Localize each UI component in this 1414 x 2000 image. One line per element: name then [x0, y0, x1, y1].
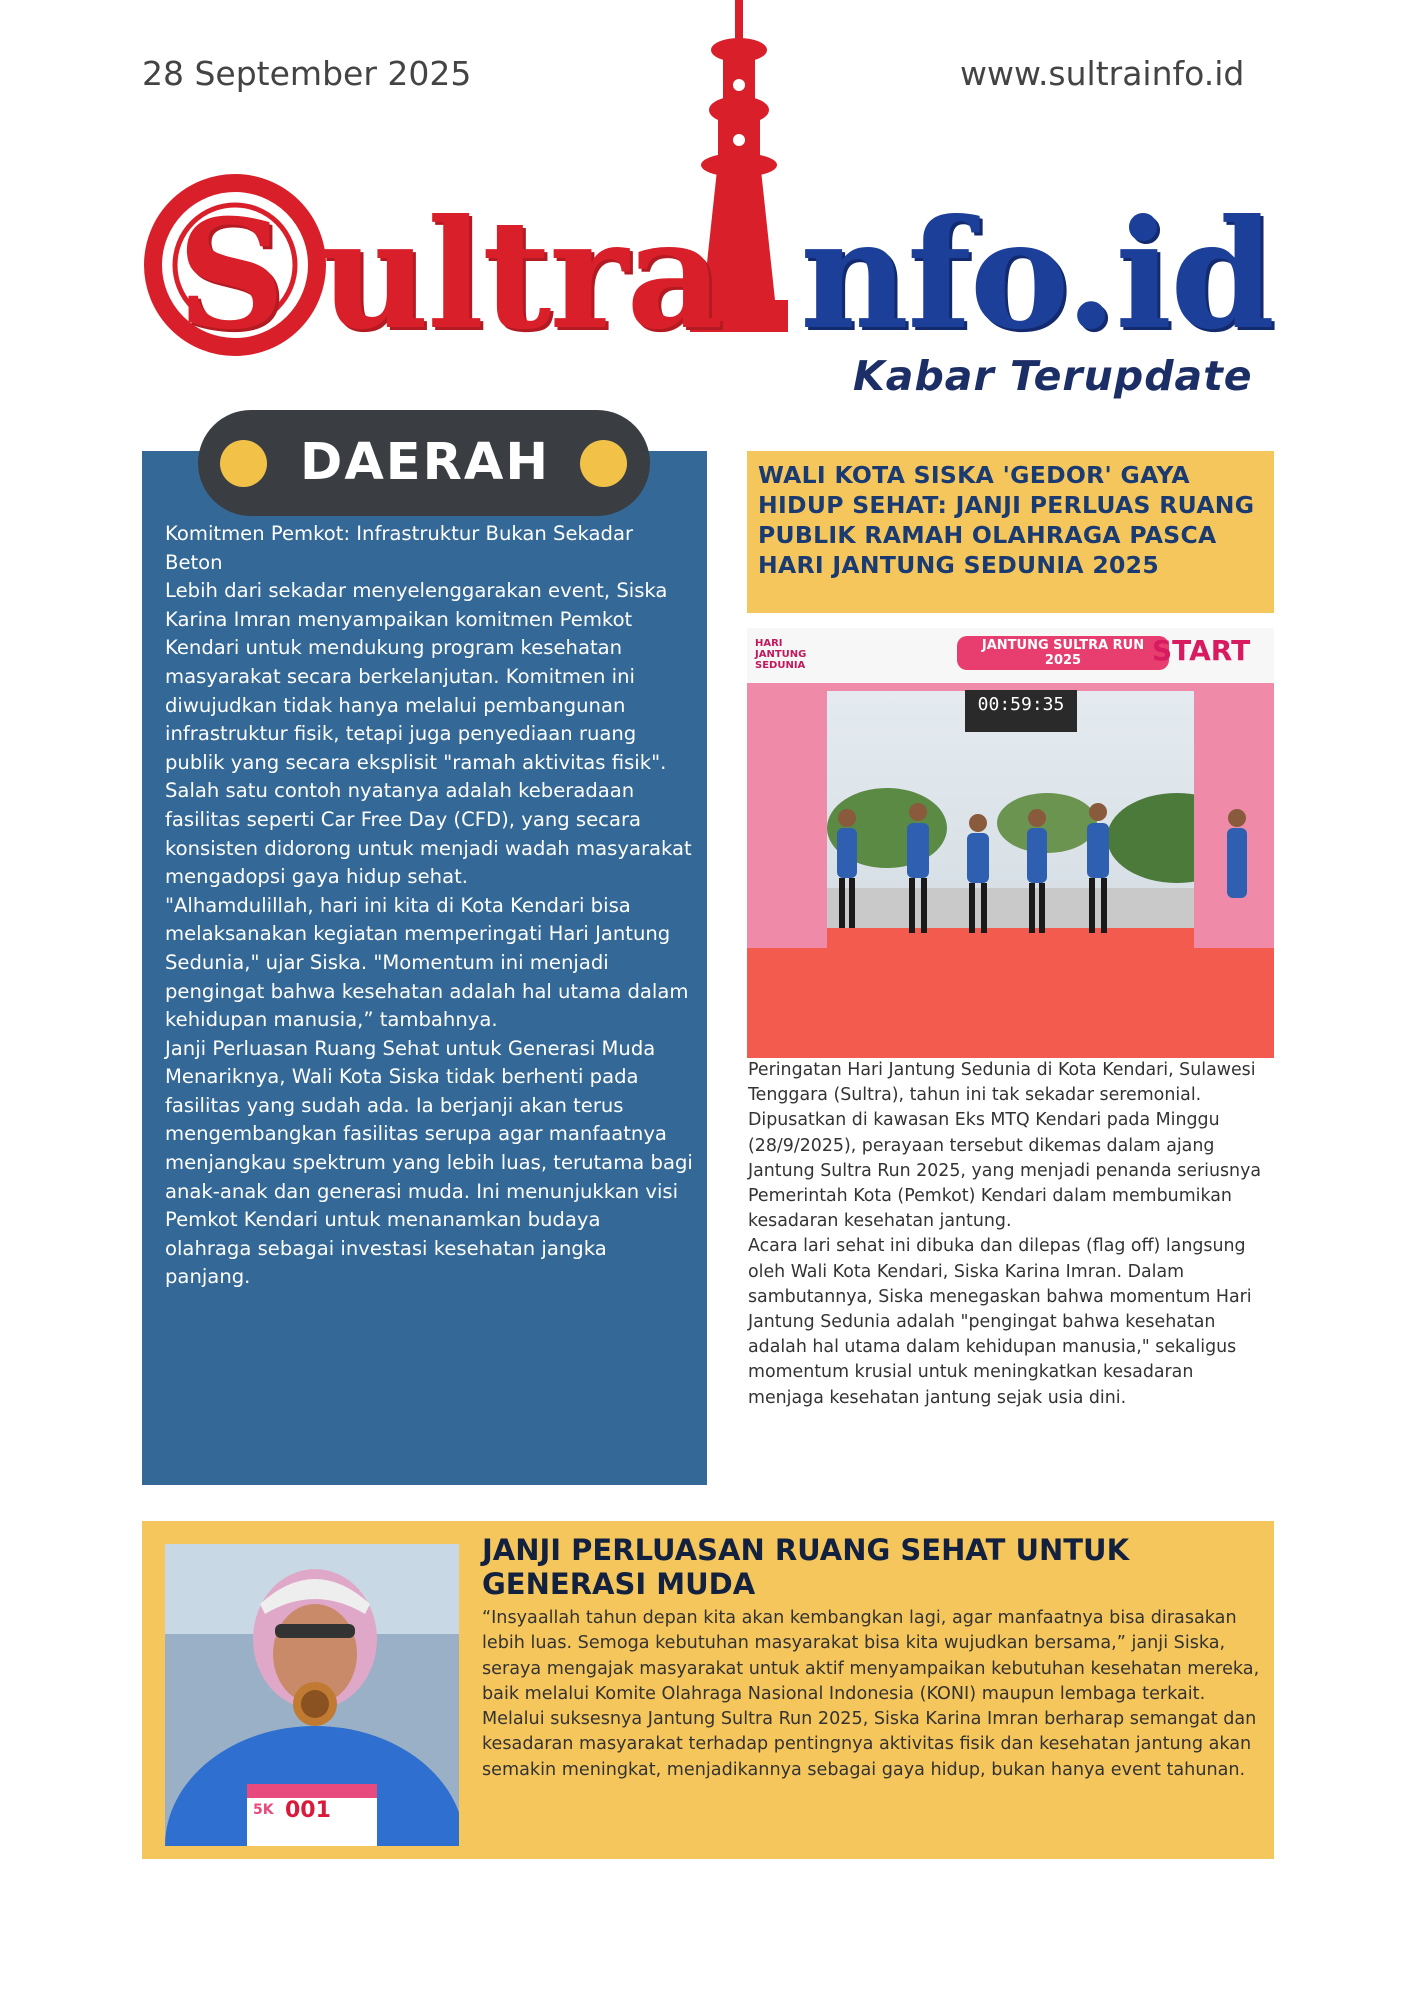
bottom-article-title: JANJI PERLUASAN RUANG SEHAT UNTUK GENERASI MUDA — [482, 1533, 1130, 1601]
left-subheading: Komitmen Pemkot: Infrastruktur Bukan Sekadar Beton — [165, 522, 634, 574]
pill-dot-right — [580, 440, 627, 487]
logo-tagline: Kabar Terupdate — [853, 352, 1253, 400]
bib-number: 001 — [285, 1798, 331, 1823]
article-paragraph: Melalui suksesnya Jantung Sultra Run 2025, Siska Karina Imran berharap semangat dan kesadaran masyarakat terhadap pentingnya aktivitas fisik dan kesehatan jantung akan semakin meningkat, menjadikannya sebagai gaya hidup, bukan hanya event tahunan. — [482, 1709, 1257, 1780]
left-column-text — [165, 520, 693, 1292]
bottom-article-body — [482, 1606, 1264, 1783]
main-article-body — [748, 1058, 1274, 1411]
logo-word-ultra: ultra — [320, 187, 722, 363]
article-paragraph: Peringatan Hari Jantung Sedunia di Kota Kendari, Sulawesi Tenggara (Sultra), tahun ini tak sekadar seremonial. Dipusatkan di kawasan Eks MTQ Kendari pada Minggu (28/9/2025), perayaan tersebut dikemas dalam ajang Jantung Sultra Run 2025, yang menjadi penanda seriusnya Pemerintah Kota (Pemkot) Kendari dalam membumikan kesadaran kesehatan jantung. — [748, 1060, 1262, 1232]
section-label: DAERAH — [300, 433, 551, 492]
logo-letter-s: S — [177, 187, 284, 363]
race-clock: 00:59:35 — [977, 694, 1065, 715]
logo-word-nfo: nfo.id — [800, 187, 1274, 363]
pill-dot-left — [220, 440, 267, 487]
banner-title: JANTUNG SULTRA RUN 2025 — [957, 636, 1169, 670]
runners-illustration — [747, 628, 1274, 1058]
left-paragraph: Menariknya, Wali Kota Siska tidak berhenti pada fasilitas yang sudah ada. Ia berjanji akan terus mengembangkan fasilitas serupa agar manfaatnya menjangkau spektrum yang lebih luas, terutama bagi anak-anak dan generasi muda. Ini menunjukkan visi Pemkot Kendari untuk menanamkan budaya olahraga sebagai investasi kesehatan jangka panjang. — [165, 1065, 693, 1289]
article-paragraph: Acara lari sehat ini dibuka dan dilepas (flag off) langsung oleh Wali Kota Kendari, Siska Karina Imran. Dalam sambutannya, Siska menegaskan bahwa momentum Hari Jantung Sedunia adalah "pengingat bahwa kesehatan adalah hal utama dalam kehidupan manusia," sekaligus momentum krusial untuk meningkatkan kesadaran menjaga kesehatan jantung sejak usia dini. — [748, 1236, 1252, 1408]
left-paragraph: "Alhamdulillah, hari ini kita di Kota Kendari bisa melaksanakan kegiatan memperingati Hari Jantung Sedunia," ujar Siska. "Momentum ini menjadi pengingat bahwa kesehatan adalah hal utama dalam kehidupan manusia,” tambahnya. — [165, 893, 689, 1032]
bib-category: 5K — [253, 1802, 274, 1818]
main-headline: WALI KOTA SISKA 'GEDOR' GAYA HIDUP SEHAT: JANJI PERLUAS RUANG PUBLIK RAMAH OLAHRAGA PASCA HARI JANTUNG SEDUNIA 2025 — [758, 461, 1255, 579]
race-start-photo — [747, 628, 1274, 1058]
medal-portrait-photo — [165, 1544, 459, 1846]
website-url[interactable]: www.sultrainfo.id — [960, 54, 1245, 93]
article-paragraph: “Insyaallah tahun depan kita akan kembangkan lagi, agar manfaatnya bisa dirasakan lebih luas. Semoga kebutuhan masyarakat bisa kita wujudkan bersama,” janji Siska, seraya mengajak masyarakat untuk aktif menyampaikan kebutuhan kesehatan mereka, baik melalui Komite Olahraga Nasional Indonesia (KONI) maupun lembaga terkait. — [482, 1608, 1260, 1704]
masthead-logo — [135, 0, 1310, 400]
issue-date: 28 September 2025 — [142, 54, 472, 93]
left-paragraph: Lebih dari sekadar menyelenggarakan event, Siska Karina Imran menyampaikan komitmen Pemkot Kendari untuk mendukung program kesehatan masyarakat secara berkelanjutan. Komitmen ini diwujudkan tidak hanya melalui pembangunan infrastruktur fisik, tetapi juga penyediaan ruang publik yang secara eksplisit "ramah aktivitas fisik". — [165, 579, 668, 774]
left-paragraph: Salah satu contoh nyatanya adalah keberadaan fasilitas seperti Car Free Day (CFD), yang secara konsisten didorong untuk menjadi wadah masyarakat mengadopsi gaya hidup sehat. — [165, 779, 692, 889]
left-subheading: Janji Perluasan Ruang Sehat untuk Generasi Muda — [165, 1036, 656, 1060]
banner-start-text: START — [1152, 634, 1251, 667]
banner-left-text: HARI JANTUNG SEDUNIA — [755, 638, 807, 671]
